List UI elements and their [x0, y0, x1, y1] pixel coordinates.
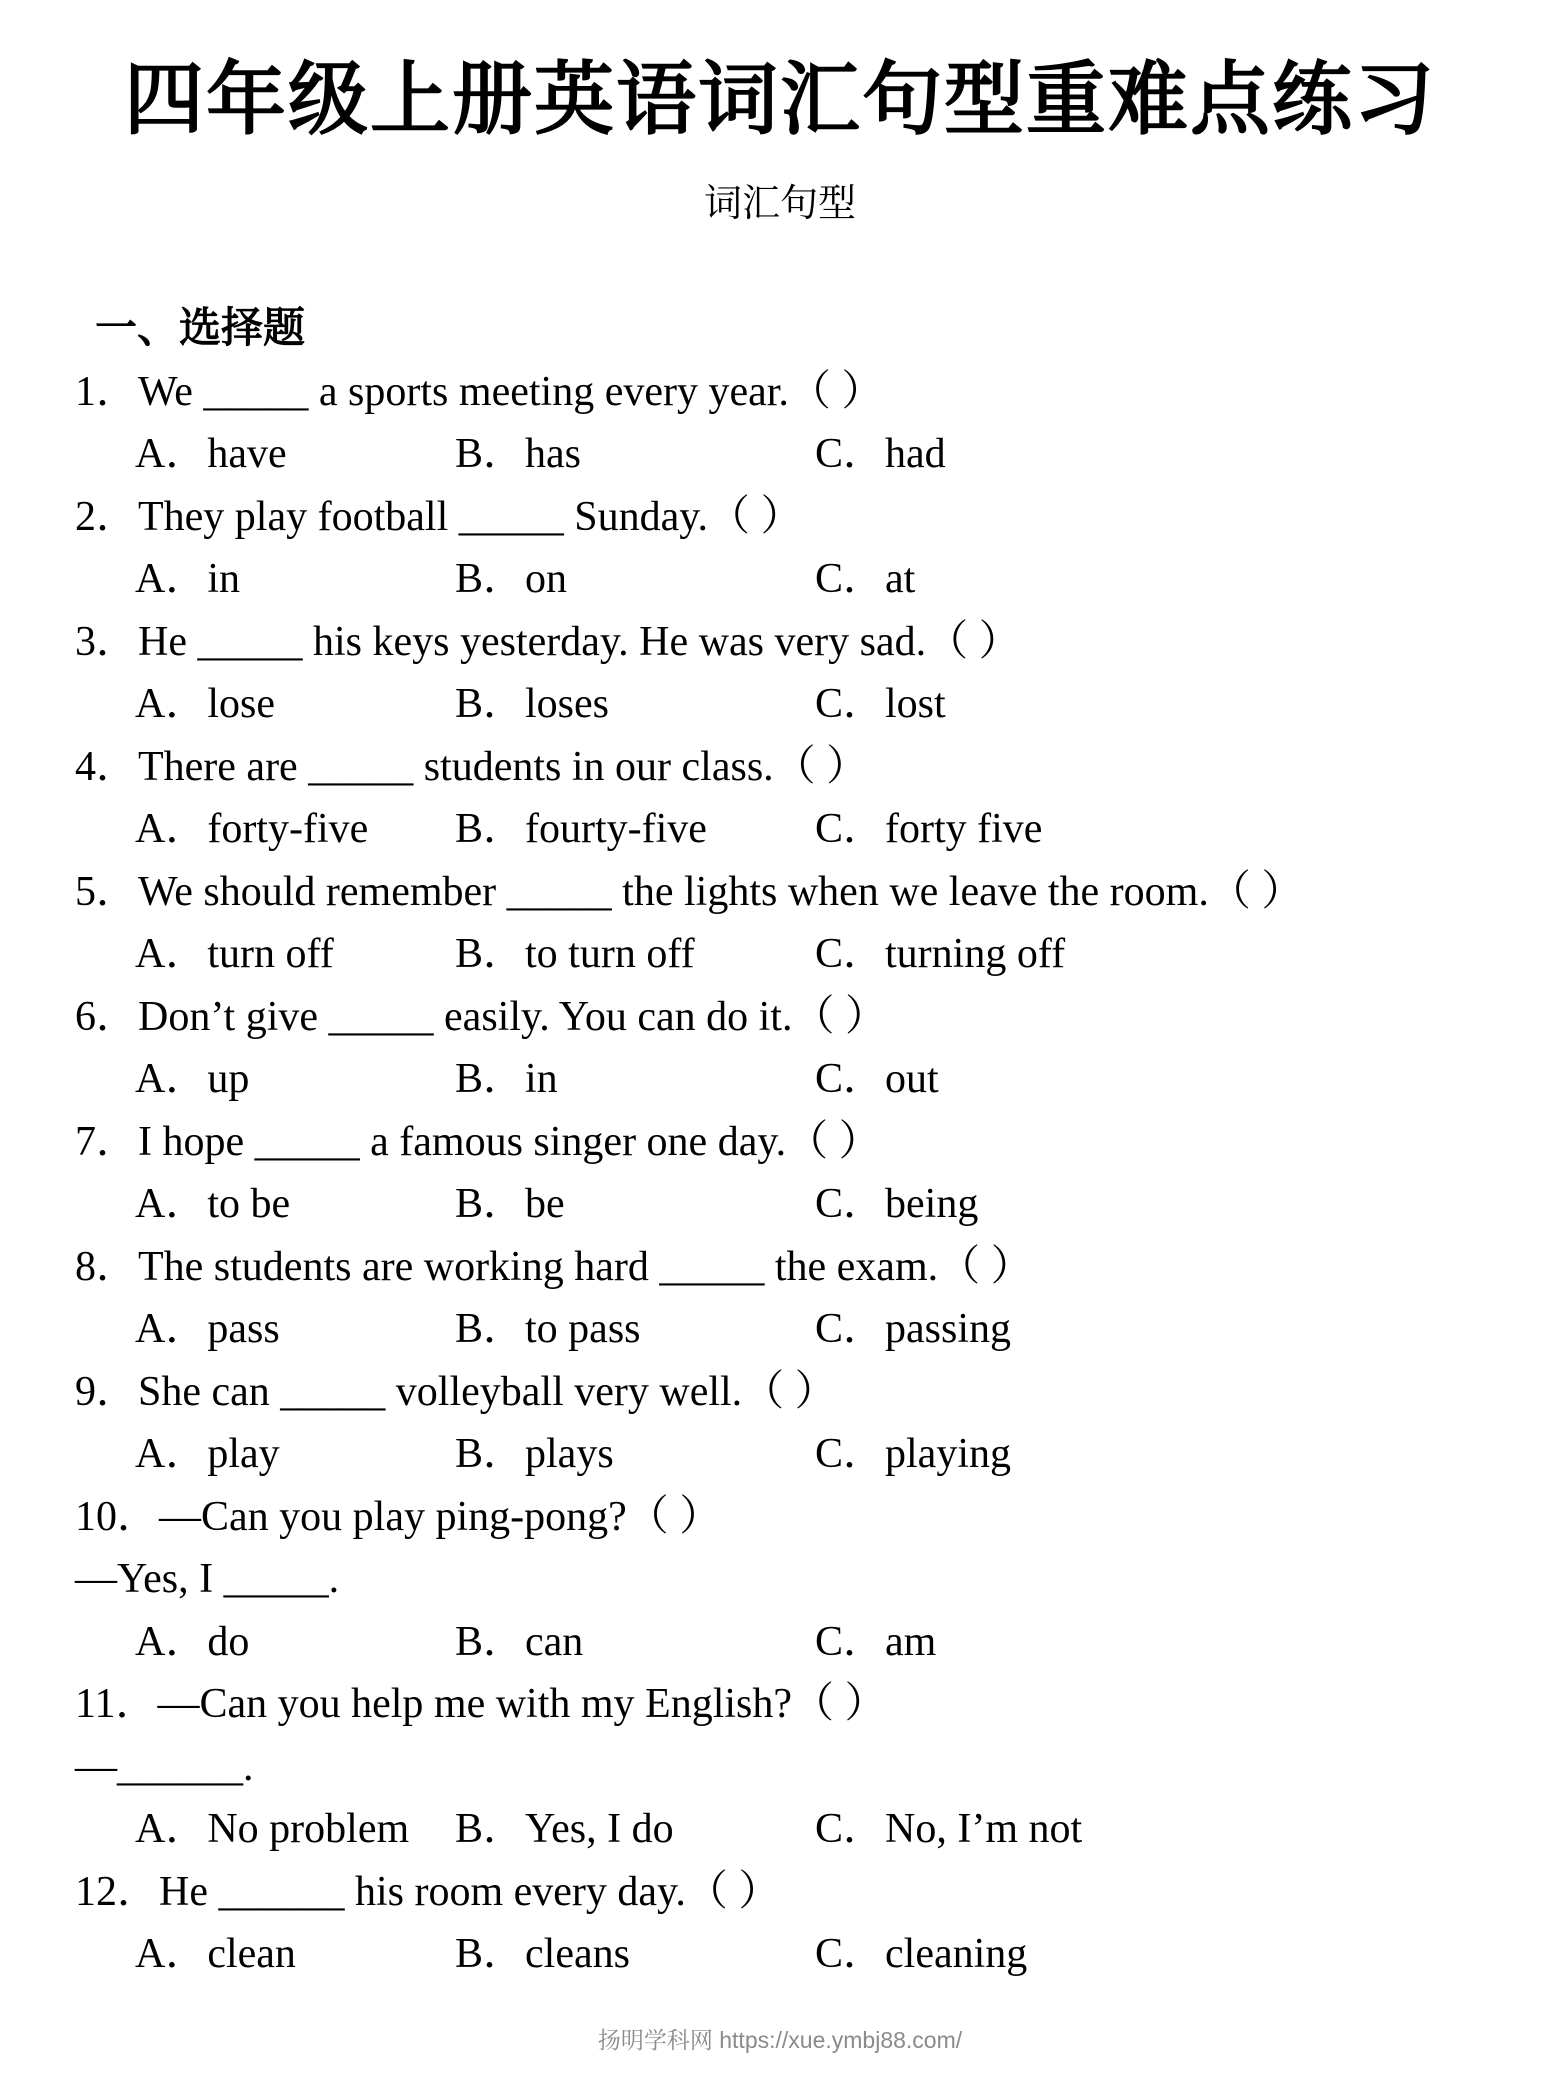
question-options: [75, 1173, 1505, 1236]
option-a: A．turn off: [135, 931, 334, 977]
question-stem: 4．There are _____ students in our class.（ ）: [75, 743, 869, 790]
question-options: [75, 1298, 1505, 1361]
question-stem: 1．We _____ a sports meeting every year.（ ）: [75, 368, 884, 415]
page-title: 四年级上册英语词汇句型重难点练习: [124, 55, 1436, 144]
option-a: A．up: [135, 1056, 250, 1102]
option-c: C．lost: [815, 681, 946, 727]
question-stem: 9．She can _____ volleyball very well.（ ）: [75, 1368, 837, 1415]
option-a: A．play: [135, 1431, 280, 1477]
content: [75, 298, 1505, 1986]
question-stem: 8．The students are working hard _____ the exam.（ ）: [75, 1243, 1033, 1290]
option-c: C．forty five: [815, 806, 1043, 852]
question-stem-continued: —Yes, I _____.: [75, 1556, 340, 1602]
question-stem: 7．I hope _____ a famous singer one day.（ ）: [75, 1118, 881, 1165]
option-b: B．be: [455, 1181, 565, 1227]
option-b: B．to turn off: [455, 931, 695, 977]
question-options: [75, 1048, 1505, 1111]
question-options: [75, 673, 1505, 736]
option-c: C．No, I’m not: [815, 1806, 1083, 1852]
option-a: A．lose: [135, 681, 275, 727]
page-subtitle: 词汇句型: [703, 183, 856, 225]
section-header: 一、选择题: [95, 306, 306, 352]
option-a: A．have: [135, 431, 287, 477]
question-options: [75, 548, 1505, 611]
option-b: B．Yes, I do: [455, 1806, 674, 1852]
option-b: B．loses: [455, 681, 610, 727]
question-stem: 2．They play football _____ Sunday.（ ）: [75, 493, 803, 540]
question-stem: 3．He _____ his keys yesterday. He was very sad.（ ）: [75, 618, 1021, 665]
question-stem: 10．—Can you play ping-pong?（ ）: [75, 1493, 722, 1540]
option-b: B．fourty-five: [455, 806, 707, 852]
option-a: A．pass: [135, 1306, 280, 1352]
option-c: C．at: [815, 556, 916, 602]
option-c: C．out: [815, 1056, 939, 1102]
question-stem: 12．He ______ his room every day.（ ）: [75, 1868, 781, 1915]
option-c: C．am: [815, 1618, 937, 1665]
question-options: [75, 1798, 1505, 1861]
option-b: B．cleans: [455, 1931, 630, 1977]
option-c: C．cleaning: [815, 1931, 1028, 1977]
option-c: C．passing: [815, 1306, 1012, 1352]
option-a: A．do: [135, 1618, 250, 1665]
option-b: B．can: [455, 1618, 584, 1665]
option-b: B．to pass: [455, 1306, 641, 1352]
option-a: A．to be: [135, 1181, 291, 1227]
option-c: C．turning off: [815, 931, 1066, 977]
option-a: A．in: [135, 556, 241, 602]
question-stem: 6．Don’t give _____ easily. You can do it.（ ）: [75, 993, 887, 1040]
option-b: B．plays: [455, 1431, 614, 1477]
option-a: A．No problem: [135, 1806, 410, 1852]
option-a: A．clean: [135, 1931, 296, 1977]
option-a: A．forty-five: [135, 806, 369, 852]
option-c: C．had: [815, 431, 946, 477]
question-options: [75, 798, 1505, 861]
question-options: [75, 923, 1505, 986]
option-c: C．playing: [815, 1431, 1011, 1477]
question-stem-continued: —______.: [75, 1743, 254, 1790]
footer-watermark: 扬明学科网 https://xue.ymbj88.com/: [597, 2027, 963, 2053]
option-b: B．in: [455, 1056, 558, 1102]
question-options: [75, 1611, 1505, 1674]
option-c: C．being: [815, 1181, 979, 1227]
question-options: [75, 1423, 1505, 1486]
option-b: B．on: [455, 556, 568, 602]
question-stem: 11．—Can you help me with my English?（ ）: [75, 1681, 887, 1727]
question-options: [75, 423, 1505, 486]
question-stem: 5．We should remember _____ the lights when we leave the room.（ ）: [75, 868, 1304, 915]
question-options: [75, 1923, 1505, 1986]
option-b: B．has: [455, 431, 582, 477]
